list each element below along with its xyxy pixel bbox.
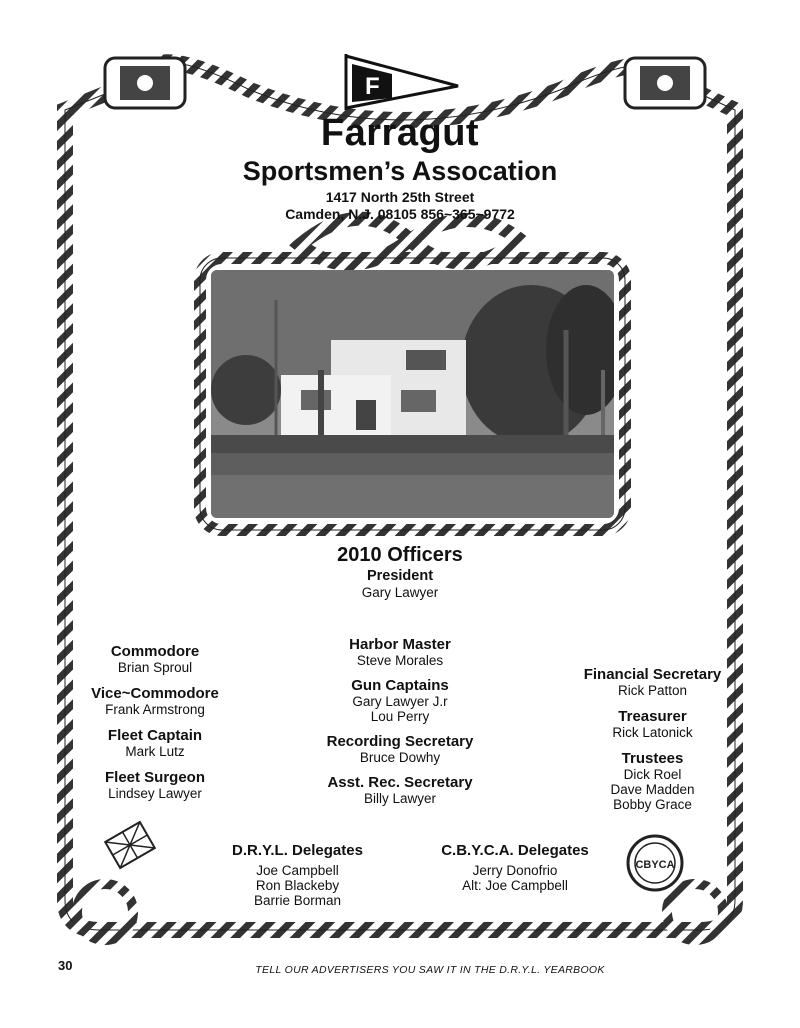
officer-name: Bobby Grace	[613, 797, 692, 812]
left-officers-column	[75, 643, 235, 801]
pennant-letter: F	[365, 73, 380, 100]
officer-name: Dave Madden	[610, 782, 695, 797]
officer-role: Harbor Master	[349, 636, 451, 653]
officer-name: Rick Latonick	[612, 725, 693, 740]
club-subtitle: Sportsmen’s Assocation	[242, 156, 558, 186]
officer-role: Trustees	[621, 750, 684, 767]
delegate-name: Barrie Borman	[253, 893, 342, 908]
flag-emblem-icon	[100, 815, 160, 875]
delegate-name: Jerry Donofrio	[472, 863, 558, 878]
officer-name: Dick Roel	[623, 767, 682, 782]
dryl-delegates	[210, 842, 385, 908]
officer-name: Mark Lutz	[125, 744, 185, 759]
officer-role: Treasurer	[618, 708, 687, 725]
officer-role: Recording Secretary	[326, 733, 474, 750]
delegates-heading: C.B.Y.C.A. Delegates	[441, 842, 589, 859]
officer-name: Gary Lawyer J.r	[352, 694, 448, 709]
club-title: Farragut	[320, 112, 480, 154]
officer-name: Frank Armstrong	[105, 702, 205, 717]
delegate-name: Alt: Joe Campbell	[462, 878, 568, 893]
officer-role: Fleet Surgeon	[104, 769, 205, 786]
delegate-name: Ron Blackeby	[255, 878, 340, 893]
officer-role: Fleet Captain	[107, 727, 203, 744]
officer-role: Gun Captains	[351, 677, 449, 694]
officers-heading: 2010 Officers	[337, 544, 463, 566]
delegate-name: Joe Campbell	[256, 863, 339, 878]
seal-text: CBYCA	[635, 859, 675, 871]
cbyca-seal-icon	[625, 833, 685, 893]
cbyca-delegates	[425, 842, 605, 893]
right-officers-column	[565, 666, 740, 812]
officer-name: Rick Patton	[617, 683, 688, 698]
footer-tagline: TELL OUR ADVERTISERS YOU SAW IT IN THE D.R.Y.L. YEARBOOK	[255, 964, 605, 976]
officer-name: Brian Sproul	[117, 660, 193, 675]
officer-role: Financial Secretary	[583, 666, 722, 683]
address-street: 1417 North 25th Street	[325, 189, 475, 205]
officer-role: Asst. Rec. Secretary	[327, 774, 473, 791]
bollard-icon	[625, 58, 705, 108]
bollard-icon	[105, 58, 185, 108]
pennant-flag-icon	[338, 52, 468, 112]
clubhouse-photo	[211, 270, 614, 518]
officer-role: Vice~Commodore	[91, 685, 219, 702]
officer-role: Commodore	[110, 643, 200, 660]
president-name: Gary Lawyer	[361, 585, 439, 600]
page-number: 30	[58, 958, 73, 973]
president-label: President	[366, 568, 434, 584]
officer-name: Bruce Dowhy	[359, 750, 441, 765]
officer-name: Billy Lawyer	[363, 791, 437, 806]
middle-officers-column	[310, 636, 490, 806]
officer-name: Lindsey Lawyer	[108, 786, 202, 801]
delegates-heading: D.R.Y.L. Delegates	[232, 842, 363, 859]
officer-name: Steve Morales	[356, 653, 444, 668]
officer-name: Lou Perry	[370, 709, 430, 724]
address-city-phone: Camden, N.J. 08105 856~365~9772	[285, 206, 515, 222]
